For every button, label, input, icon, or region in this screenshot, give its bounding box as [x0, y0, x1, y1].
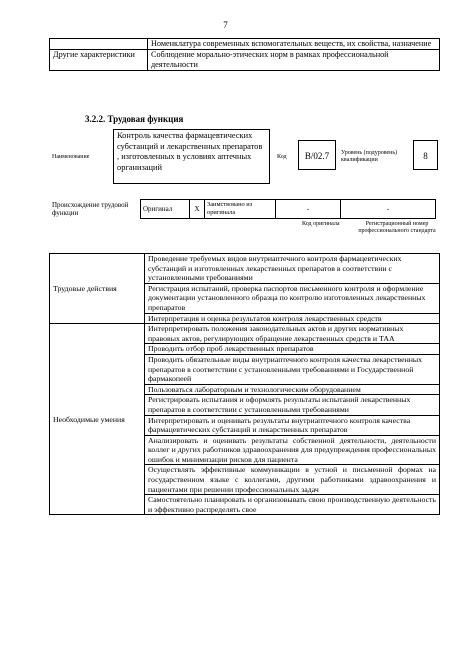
section-heading: 3.2.2. Трудовая функция	[85, 114, 184, 124]
level-label: Уровень (подуровень) квалификации	[341, 150, 398, 163]
labor-action-item: Проведение требуемых видов внутриаптечного контроля фармацевтических субстанций и изготовленных лекарственных препаратов в соответствии с установленными требованиями	[145, 254, 440, 284]
table-row	[50, 254, 440, 284]
origin-table	[140, 199, 436, 219]
skill-item: Проводить обязательные виды внутриаптечного контроля качества лекарственных препаратов в соответствии с установленными требованиями и Государственной фармакопеей	[145, 354, 440, 384]
original-code-caption: Код оригинала	[302, 221, 340, 227]
borrowed-cell: Заимствовано из оригинала	[205, 200, 276, 219]
labor-action-item: Регистрация испытаний, проверка паспортов письменного контроля и оформление документации установленного образца по контролю изготовленных лекарственных препаратов	[145, 283, 440, 313]
skill-item: Регистрировать испытания и оформлять результаты испытаний лекарственных препаратов в соответствии с установленными требованиями	[145, 395, 440, 415]
skill-item: Самостоятельно планировать и организовывать свою производственную деятельность и эффективно распределять свое	[145, 495, 440, 515]
row-label: Другие характеристики	[50, 50, 148, 71]
table-row	[50, 324, 440, 344]
skill-item: Осуществлять эффективные коммуникации в устной и письменной формах на государственном языке с коллегами, другими работниками здравоохранения и пациентами при решении профессиональных задач	[145, 465, 440, 495]
labor-function-table	[49, 253, 440, 515]
labor-actions-label: Трудовые действия	[50, 254, 145, 324]
skill-item: Интерпретировать положения законодательных актов и других нормативных правовых актов, регулирующих обращение лекарственных средств и ТАА	[145, 324, 440, 344]
skill-item: Интерпретировать и оценивать результаты внутриаптечного контроля качества фармацевтических субстанций и лекарственных препаратов	[145, 415, 440, 435]
code-label: Код	[277, 154, 287, 160]
registration-number-caption: Регистрационный номер профессионального стандарта	[358, 221, 436, 234]
skill-item: Проводить отбор проб лекарственных препаратов	[145, 344, 440, 355]
labor-action-item: Интерпретация и оценка результатов контроля лекарственных средств	[145, 313, 440, 324]
origin-label: Происхождение трудовой функции	[52, 201, 129, 217]
row-label	[50, 39, 148, 50]
row-text: Номенклатура современных вспомогательных веществ, их свойства, назначение	[148, 39, 440, 50]
characteristics-table	[49, 38, 440, 71]
skill-item: Пользоваться лабораторным и технологическим оборудованием	[145, 384, 440, 395]
original-cell: Оригинал	[141, 200, 190, 219]
row-text: Соблюдение морально-этических норм в рамках профессиональной деятельности	[148, 50, 440, 71]
skill-item: Анализировать и оценивать результаты собственной деятельности, деятельности коллег и других работников здравоохранения для предупреждения профессиональных ошибок и минимизации рисков для пациента	[145, 435, 440, 465]
table-row	[50, 39, 440, 50]
table-row	[141, 200, 436, 219]
qualification-level-box: 8	[413, 140, 438, 170]
registration-number-cell: -	[341, 200, 436, 219]
name-label: Наименование	[52, 154, 90, 160]
original-mark: Х	[190, 200, 205, 219]
skills-label: Необходимые умения	[50, 324, 145, 515]
function-code-box: B/02.7	[298, 140, 336, 170]
page-number: 7	[223, 20, 228, 30]
function-name-box: Контроль качества фармацевтических субстанций и лекарственных препаратов , изготовленных в условиях аптечных организаций	[113, 129, 270, 184]
table-row	[50, 50, 440, 71]
original-code-cell: -	[276, 200, 341, 219]
